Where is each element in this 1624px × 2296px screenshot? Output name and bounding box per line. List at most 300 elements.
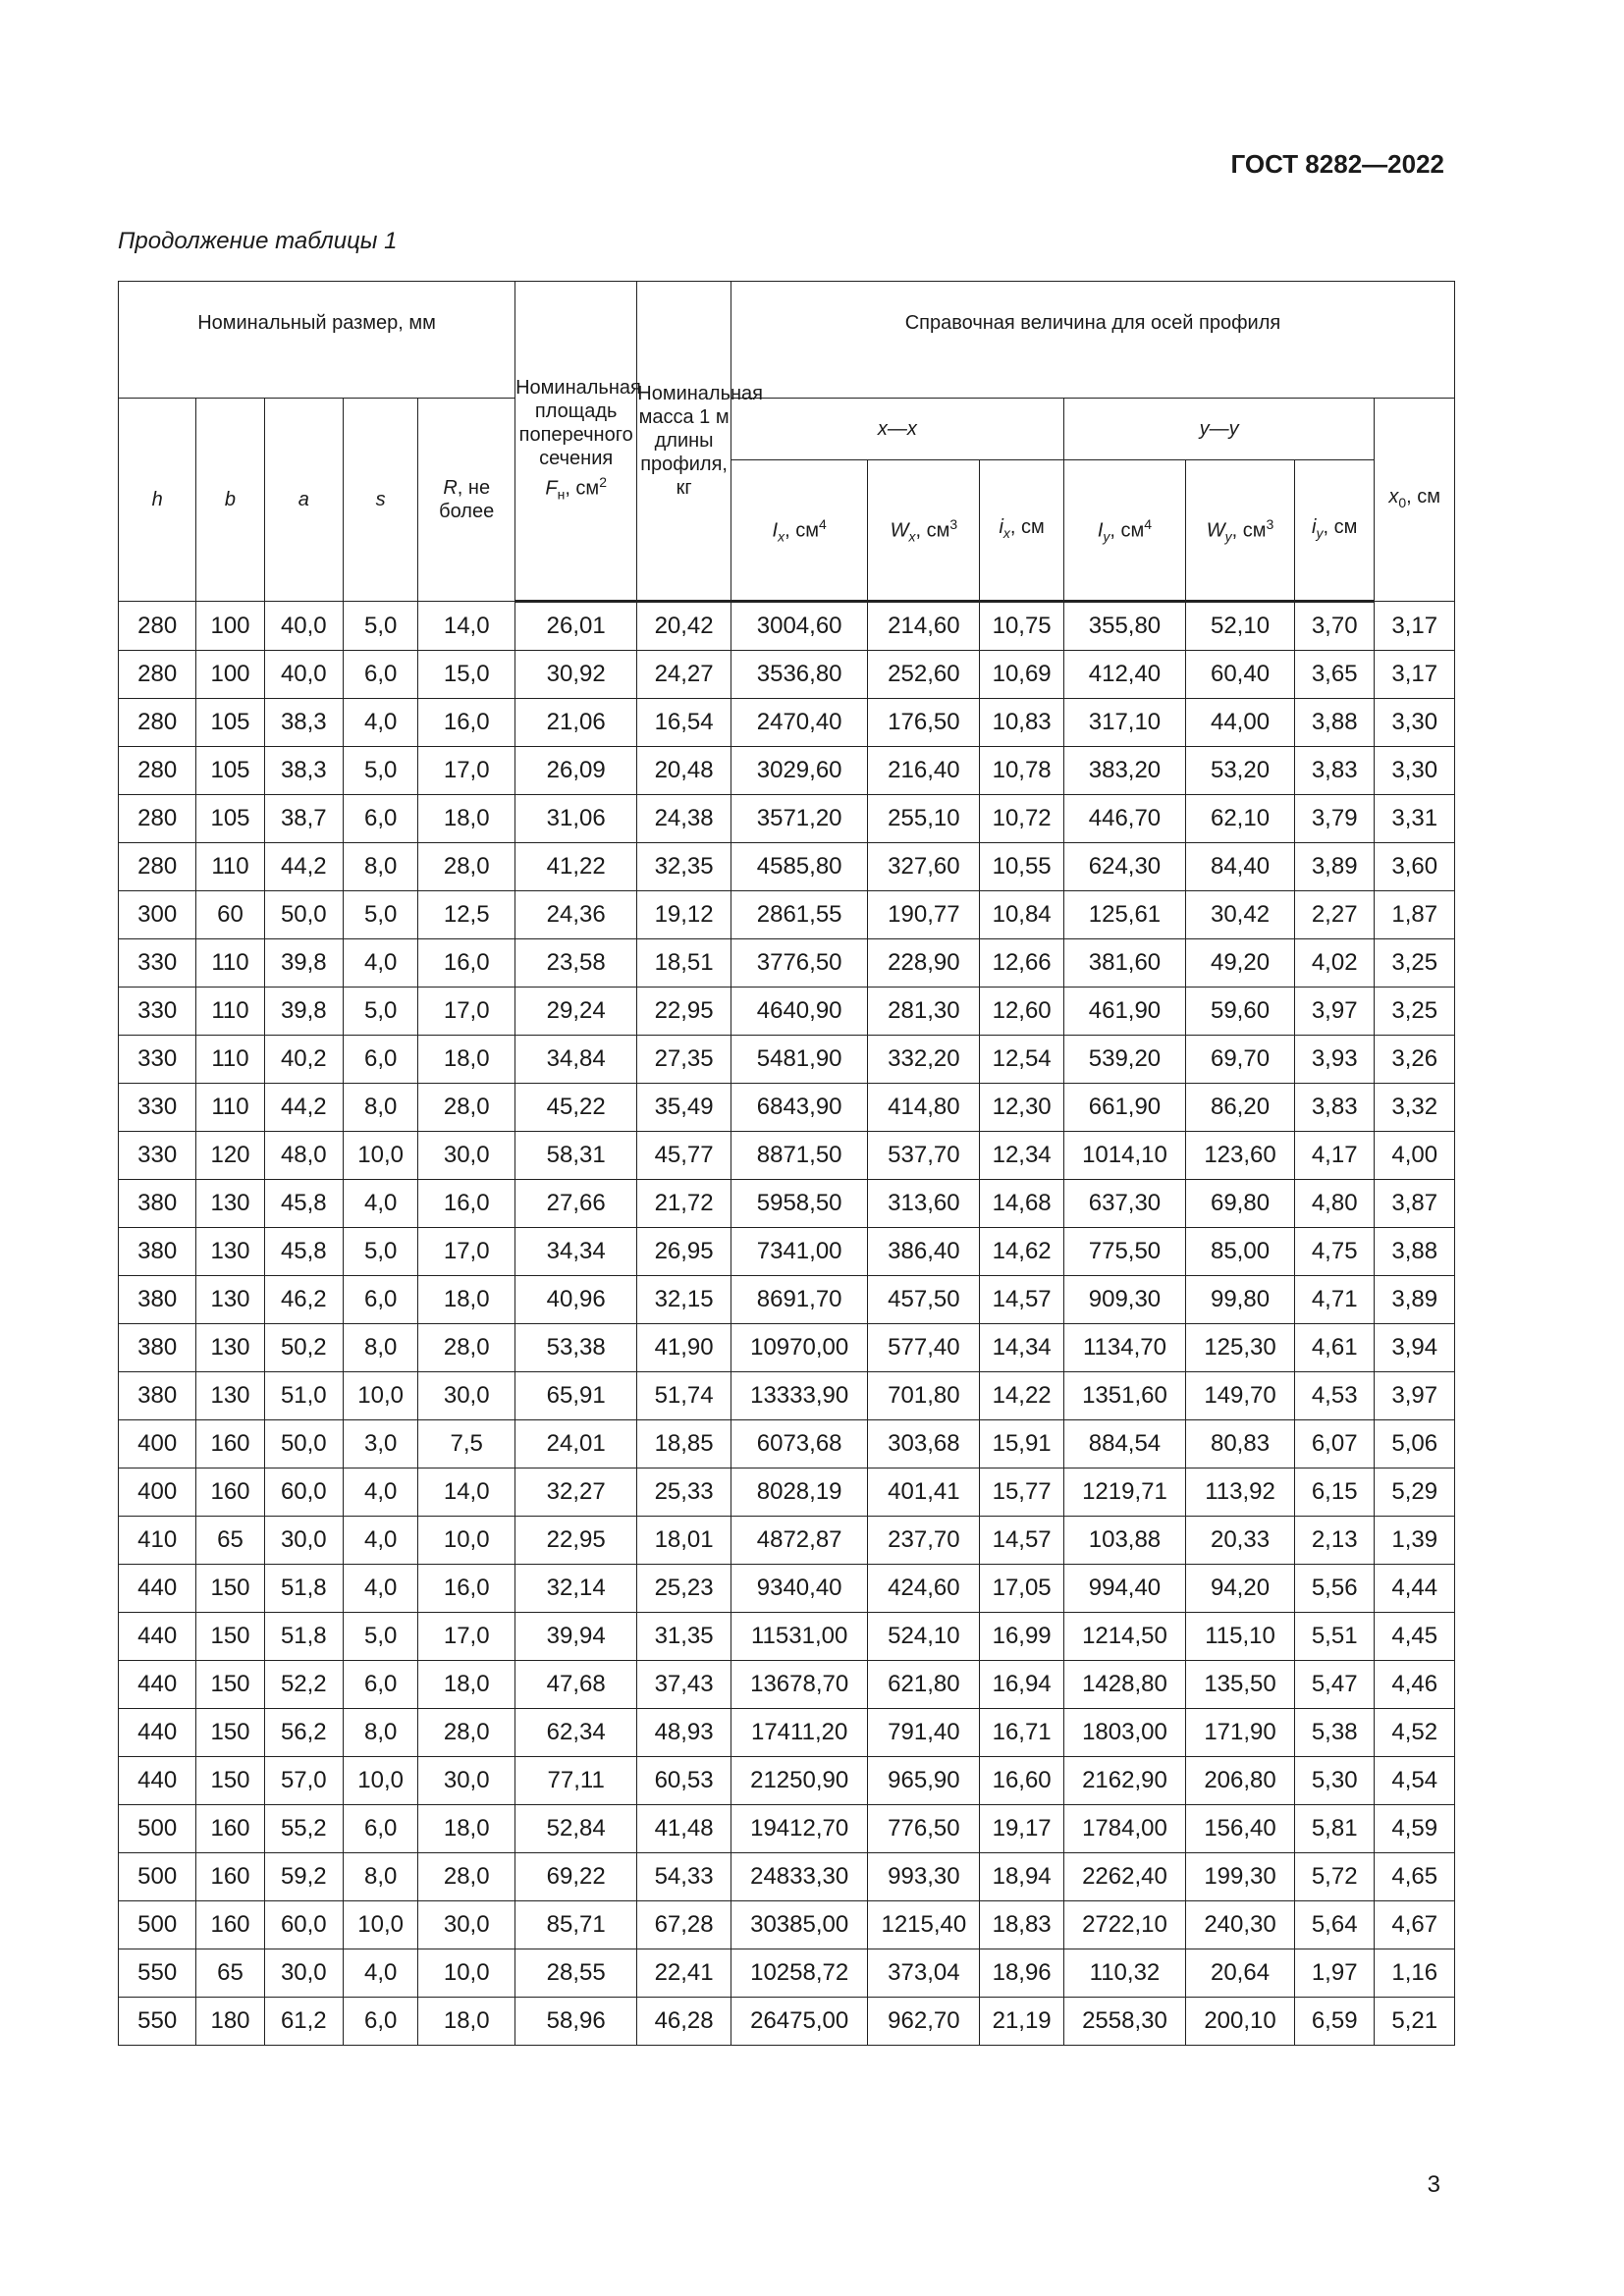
table-cell: 5,21 [1375,1998,1455,2046]
table-cell: 17,05 [980,1565,1064,1613]
table-cell: 10,78 [980,747,1064,795]
table-cell: 53,38 [515,1324,637,1372]
table-cell: 10,0 [344,1901,418,1949]
table-cell: 380 [119,1180,196,1228]
table-cell: 105 [196,699,264,747]
table-cell: 537,70 [868,1132,980,1180]
table-cell: 412,40 [1063,651,1185,699]
table-cell: 18,0 [418,1805,515,1853]
table-cell: 14,0 [418,602,515,651]
header-Iy: $I_y$, $см^4$ [1063,460,1185,602]
table-cell: 3,17 [1375,651,1455,699]
table-cell: 21,72 [637,1180,731,1228]
table-row [119,1372,1455,1420]
table-cell: 18,94 [980,1853,1064,1901]
table-cell: 8,0 [344,1709,418,1757]
table-cell: 18,0 [418,1998,515,2046]
table-cell: 85,00 [1186,1228,1295,1276]
table-cell: 15,77 [980,1468,1064,1517]
table-cell: 4,0 [344,1180,418,1228]
table-cell: 10,84 [980,891,1064,939]
table-cell: 18,0 [418,1276,515,1324]
table-cell: 32,15 [637,1276,731,1324]
table-cell: 52,2 [264,1661,343,1709]
table-cell: 8,0 [344,1324,418,1372]
table-cell: 18,96 [980,1949,1064,1998]
table-cell: 110,32 [1063,1949,1185,1998]
table-cell: 440 [119,1709,196,1757]
table-cell: 130 [196,1372,264,1420]
table-cell: 44,2 [264,1084,343,1132]
table-cell: 30,0 [264,1949,343,1998]
table-cell: 3,88 [1375,1228,1455,1276]
table-cell: 58,31 [515,1132,637,1180]
table-cell: 5,30 [1294,1757,1374,1805]
table-cell: 3,70 [1294,602,1374,651]
table-cell: 51,8 [264,1613,343,1661]
table-cell: 110 [196,843,264,891]
table-cell: 18,0 [418,795,515,843]
header-mass: Номинальная масса 1 м длины профиля, кг [637,282,731,602]
table-cell: 775,50 [1063,1228,1185,1276]
table-cell: 94,20 [1186,1565,1295,1613]
table-row [119,1324,1455,1372]
table-cell: 48,93 [637,1709,731,1757]
table-cell: 2162,90 [1063,1757,1185,1805]
table-cell: 60,0 [264,1468,343,1517]
table-cell: 16,54 [637,699,731,747]
table-row [119,747,1455,795]
table-cell: 22,95 [515,1517,637,1565]
table-cell: 280 [119,651,196,699]
table-cell: 3,89 [1294,843,1374,891]
table-row [119,1084,1455,1132]
table-cell: 21,06 [515,699,637,747]
table-cell: 41,48 [637,1805,731,1853]
table-cell: 8691,70 [731,1276,867,1324]
table-cell: 776,50 [868,1805,980,1853]
table-row [119,1901,1455,1949]
table-row [119,1565,1455,1613]
table-cell: 500 [119,1805,196,1853]
table-cell: 41,22 [515,843,637,891]
table-cell: 16,71 [980,1709,1064,1757]
table-cell: 373,04 [868,1949,980,1998]
table-cell: 130 [196,1276,264,1324]
table-cell: 67,28 [637,1901,731,1949]
table-cell: 5,72 [1294,1853,1374,1901]
table-cell: 624,30 [1063,843,1185,891]
table-cell: 550 [119,1998,196,2046]
table-cell: 4640,90 [731,988,867,1036]
table-row [119,1228,1455,1276]
table-cell: 4,0 [344,1565,418,1613]
table-cell: 65,91 [515,1372,637,1420]
table-cell: 125,61 [1063,891,1185,939]
table-cell: 40,0 [264,651,343,699]
table-row [119,988,1455,1036]
table-cell: 5,0 [344,988,418,1036]
table-cell: 20,48 [637,747,731,795]
table-cell: 26475,00 [731,1998,867,2046]
table-cell: 52,84 [515,1805,637,1853]
table-cell: 59,60 [1186,988,1295,1036]
table-cell: 103,88 [1063,1517,1185,1565]
table-cell: 380 [119,1276,196,1324]
table-cell: 355,80 [1063,602,1185,651]
header-R: R, не более [418,399,515,602]
table-cell: 150 [196,1709,264,1757]
table-cell: 17411,20 [731,1709,867,1757]
table-cell: 3571,20 [731,795,867,843]
table-row [119,602,1455,651]
table-cell: 3,32 [1375,1084,1455,1132]
table-cell: 110 [196,939,264,988]
table-cell: 4,0 [344,1949,418,1998]
table-cell: 51,8 [264,1565,343,1613]
table-cell: 100 [196,602,264,651]
table-cell: 386,40 [868,1228,980,1276]
table-cell: 28,0 [418,1084,515,1132]
table-cell: 46,28 [637,1998,731,2046]
table-cell: 55,2 [264,1805,343,1853]
table-body [119,602,1455,2046]
table-cell: 4585,80 [731,843,867,891]
table-cell: 14,34 [980,1324,1064,1372]
table-cell: 21250,90 [731,1757,867,1805]
table-cell: 6,0 [344,1276,418,1324]
table-cell: 24,36 [515,891,637,939]
table-row [119,939,1455,988]
table-cell: 18,01 [637,1517,731,1565]
table-cell: 1,16 [1375,1949,1455,1998]
table-cell: 3,89 [1375,1276,1455,1324]
table-cell: 6,0 [344,1661,418,1709]
table-cell: 5,0 [344,602,418,651]
table-cell: 45,22 [515,1084,637,1132]
table-cell: 160 [196,1420,264,1468]
table-cell: 5,51 [1294,1613,1374,1661]
table-cell: 40,2 [264,1036,343,1084]
table-cell: 48,0 [264,1132,343,1180]
table-cell: 5,64 [1294,1901,1374,1949]
table-cell: 6,0 [344,1805,418,1853]
table-cell: 6,0 [344,795,418,843]
table-cell: 1428,80 [1063,1661,1185,1709]
table-cell: 10970,00 [731,1324,867,1372]
table-cell: 577,40 [868,1324,980,1372]
table-cell: 2262,40 [1063,1853,1185,1901]
table-cell: 240,30 [1186,1901,1295,1949]
table-cell: 18,0 [418,1661,515,1709]
table-cell: 60,40 [1186,651,1295,699]
table-cell: 69,70 [1186,1036,1295,1084]
table-cell: 3,87 [1375,1180,1455,1228]
table-cell: 3,30 [1375,699,1455,747]
table-cell: 20,42 [637,602,731,651]
table-cell: 4,46 [1375,1661,1455,1709]
table-cell: 17,0 [418,988,515,1036]
table-cell: 280 [119,699,196,747]
table-cell: 16,94 [980,1661,1064,1709]
table-cell: 313,60 [868,1180,980,1228]
table-cell: 3,25 [1375,988,1455,1036]
table-cell: 160 [196,1468,264,1517]
table-cell: 30,0 [264,1517,343,1565]
table-cell: 34,34 [515,1228,637,1276]
table-row [119,1757,1455,1805]
table-cell: 123,60 [1186,1132,1295,1180]
table-cell: 110 [196,988,264,1036]
table-cell: 228,90 [868,939,980,988]
table-cell: 59,2 [264,1853,343,1901]
header-Ix: $I_x$, $см^4$ [731,460,867,602]
table-cell: 3,65 [1294,651,1374,699]
table-cell: 28,0 [418,1324,515,1372]
table-cell: 19412,70 [731,1805,867,1853]
table-cell: 130 [196,1324,264,1372]
table-cell: 5,38 [1294,1709,1374,1757]
table-cell: 20,33 [1186,1517,1295,1565]
table-row [119,1420,1455,1468]
table-cell: 3,83 [1294,747,1374,795]
table-cell: 5,47 [1294,1661,1374,1709]
table-cell: 130 [196,1228,264,1276]
table-cell: 4,67 [1375,1901,1455,1949]
table-cell: 50,0 [264,1420,343,1468]
table-cell: 28,55 [515,1949,637,1998]
table-cell: 22,95 [637,988,731,1036]
table-cell: 38,3 [264,747,343,795]
table-cell: 410 [119,1517,196,1565]
table-cell: 330 [119,1036,196,1084]
table-cell: 30,0 [418,1132,515,1180]
table-cell: 99,80 [1186,1276,1295,1324]
table-cell: 14,22 [980,1372,1064,1420]
table-cell: 39,8 [264,939,343,988]
table-cell: 200,10 [1186,1998,1295,2046]
table-cell: 214,60 [868,602,980,651]
table-cell: 524,10 [868,1613,980,1661]
table-cell: 49,20 [1186,939,1295,988]
table-row [119,1468,1455,1517]
table-cell: 17,0 [418,1613,515,1661]
table-cell: 20,64 [1186,1949,1295,1998]
table-cell: 440 [119,1613,196,1661]
table-row [119,795,1455,843]
table-cell: 962,70 [868,1998,980,2046]
table-cell: 4,71 [1294,1276,1374,1324]
table-cell: 12,54 [980,1036,1064,1084]
table-cell: 3,79 [1294,795,1374,843]
table-cell: 1,87 [1375,891,1455,939]
table-cell: 10,75 [980,602,1064,651]
table-cell: 57,0 [264,1757,343,1805]
table-cell: 500 [119,1853,196,1901]
table-cell: 5481,90 [731,1036,867,1084]
table-cell: 14,62 [980,1228,1064,1276]
table-cell: 17,0 [418,747,515,795]
table-cell: 38,3 [264,699,343,747]
table-cell: 4,53 [1294,1372,1374,1420]
table-cell: 16,0 [418,699,515,747]
table-cell: 120 [196,1132,264,1180]
table-cell: 16,0 [418,1565,515,1613]
table-cell: 327,60 [868,843,980,891]
table-cell: 37,43 [637,1661,731,1709]
table-cell: 14,57 [980,1517,1064,1565]
table-row [119,891,1455,939]
table-cell: 206,80 [1186,1757,1295,1805]
table-cell: 5958,50 [731,1180,867,1228]
table-cell: 6,59 [1294,1998,1374,2046]
table-cell: 4,0 [344,699,418,747]
table-cell: 330 [119,988,196,1036]
table-cell: 28,0 [418,1709,515,1757]
table-cell: 5,81 [1294,1805,1374,1853]
table-cell: 4,61 [1294,1324,1374,1372]
table-cell: 2470,40 [731,699,867,747]
table-cell: 3,83 [1294,1084,1374,1132]
table-cell: 380 [119,1228,196,1276]
table-cell: 3,30 [1375,747,1455,795]
table-cell: 10,69 [980,651,1064,699]
table-cell: 47,68 [515,1661,637,1709]
table-cell: 105 [196,795,264,843]
header-a: a [264,399,343,602]
table-cell: 30385,00 [731,1901,867,1949]
table-cell: 10,0 [344,1757,418,1805]
table-cell: 199,30 [1186,1853,1295,1901]
table-cell: 1214,50 [1063,1613,1185,1661]
table-cell: 380 [119,1324,196,1372]
table-cell: 884,54 [1063,1420,1185,1468]
table-cell: 7,5 [418,1420,515,1468]
table-cell: 105 [196,747,264,795]
table-cell: 6,0 [344,651,418,699]
table-cell: 18,83 [980,1901,1064,1949]
table-cell: 150 [196,1565,264,1613]
table-row [119,699,1455,747]
table-cell: 19,12 [637,891,731,939]
table-cell: 4,17 [1294,1132,1374,1180]
table-cell: 446,70 [1063,795,1185,843]
table-cell: 30,0 [418,1372,515,1420]
table-cell: 12,30 [980,1084,1064,1132]
table-row [119,1805,1455,1853]
table-cell: 6,15 [1294,1468,1374,1517]
table-row [119,1949,1455,1998]
table-cell: 661,90 [1063,1084,1185,1132]
table-cell: 400 [119,1420,196,1468]
table-cell: 4872,87 [731,1517,867,1565]
table-row [119,651,1455,699]
table-cell: 4,45 [1375,1613,1455,1661]
table-cell: 909,30 [1063,1276,1185,1324]
table-cell: 58,96 [515,1998,637,2046]
table-cell: 45,77 [637,1132,731,1180]
table-cell: 11531,00 [731,1613,867,1661]
table-cell: 10,0 [344,1132,418,1180]
table-cell: 237,70 [868,1517,980,1565]
table-cell: 1784,00 [1063,1805,1185,1853]
table-cell: 5,0 [344,1613,418,1661]
table-cell: 18,85 [637,1420,731,1468]
table-cell: 44,2 [264,843,343,891]
table-cell: 994,40 [1063,1565,1185,1613]
table-cell: 51,74 [637,1372,731,1420]
table-cell: 24,01 [515,1420,637,1468]
table-cell: 550 [119,1949,196,1998]
table-cell: 3,31 [1375,795,1455,843]
table-cell: 3,25 [1375,939,1455,988]
table-cell: 86,20 [1186,1084,1295,1132]
table-cell: 40,0 [264,602,343,651]
table-cell: 10,55 [980,843,1064,891]
table-cell: 32,14 [515,1565,637,1613]
table-cell: 300 [119,891,196,939]
table-cell: 60 [196,891,264,939]
table-cell: 125,30 [1186,1324,1295,1372]
table-cell: 701,80 [868,1372,980,1420]
table-cell: 2722,10 [1063,1901,1185,1949]
table-row [119,1853,1455,1901]
table-row [119,1613,1455,1661]
table-cell: 500 [119,1901,196,1949]
table-cell: 440 [119,1565,196,1613]
table-cell: 24,27 [637,651,731,699]
table-cell: 10,83 [980,699,1064,747]
table-row [119,1709,1455,1757]
table-cell: 3,60 [1375,843,1455,891]
table-cell: 4,0 [344,1468,418,1517]
table-cell: 28,0 [418,1853,515,1901]
table-cell: 30,0 [418,1757,515,1805]
table-cell: 38,7 [264,795,343,843]
table-cell: 6,0 [344,1036,418,1084]
table-cell: 330 [119,939,196,988]
table-cell: 3,88 [1294,699,1374,747]
table-cell: 150 [196,1757,264,1805]
table-cell: 30,92 [515,651,637,699]
table-cell: 330 [119,1132,196,1180]
table-cell: 149,70 [1186,1372,1295,1420]
table-cell: 216,40 [868,747,980,795]
table-cell: 26,95 [637,1228,731,1276]
table-cell: 8,0 [344,1853,418,1901]
table-cell: 32,35 [637,843,731,891]
table-cell: 15,0 [418,651,515,699]
table-cell: 7341,00 [731,1228,867,1276]
header-axis-xx: x—x [731,399,1063,460]
table-cell: 13678,70 [731,1661,867,1709]
table-cell: 5,0 [344,1228,418,1276]
table-cell: 51,0 [264,1372,343,1420]
table-row [119,1661,1455,1709]
table-cell: 50,0 [264,891,343,939]
table-cell: 22,41 [637,1949,731,1998]
document-code: ГОСТ 8282—2022 [1230,149,1444,179]
table-cell: 3,93 [1294,1036,1374,1084]
table-cell: 69,22 [515,1853,637,1901]
table-cell: 3029,60 [731,747,867,795]
table-cell: 16,60 [980,1757,1064,1805]
table-cell: 280 [119,795,196,843]
table-cell: 440 [119,1757,196,1805]
table-cell: 1219,71 [1063,1468,1185,1517]
table-cell: 4,65 [1375,1853,1455,1901]
table-cell: 85,71 [515,1901,637,1949]
